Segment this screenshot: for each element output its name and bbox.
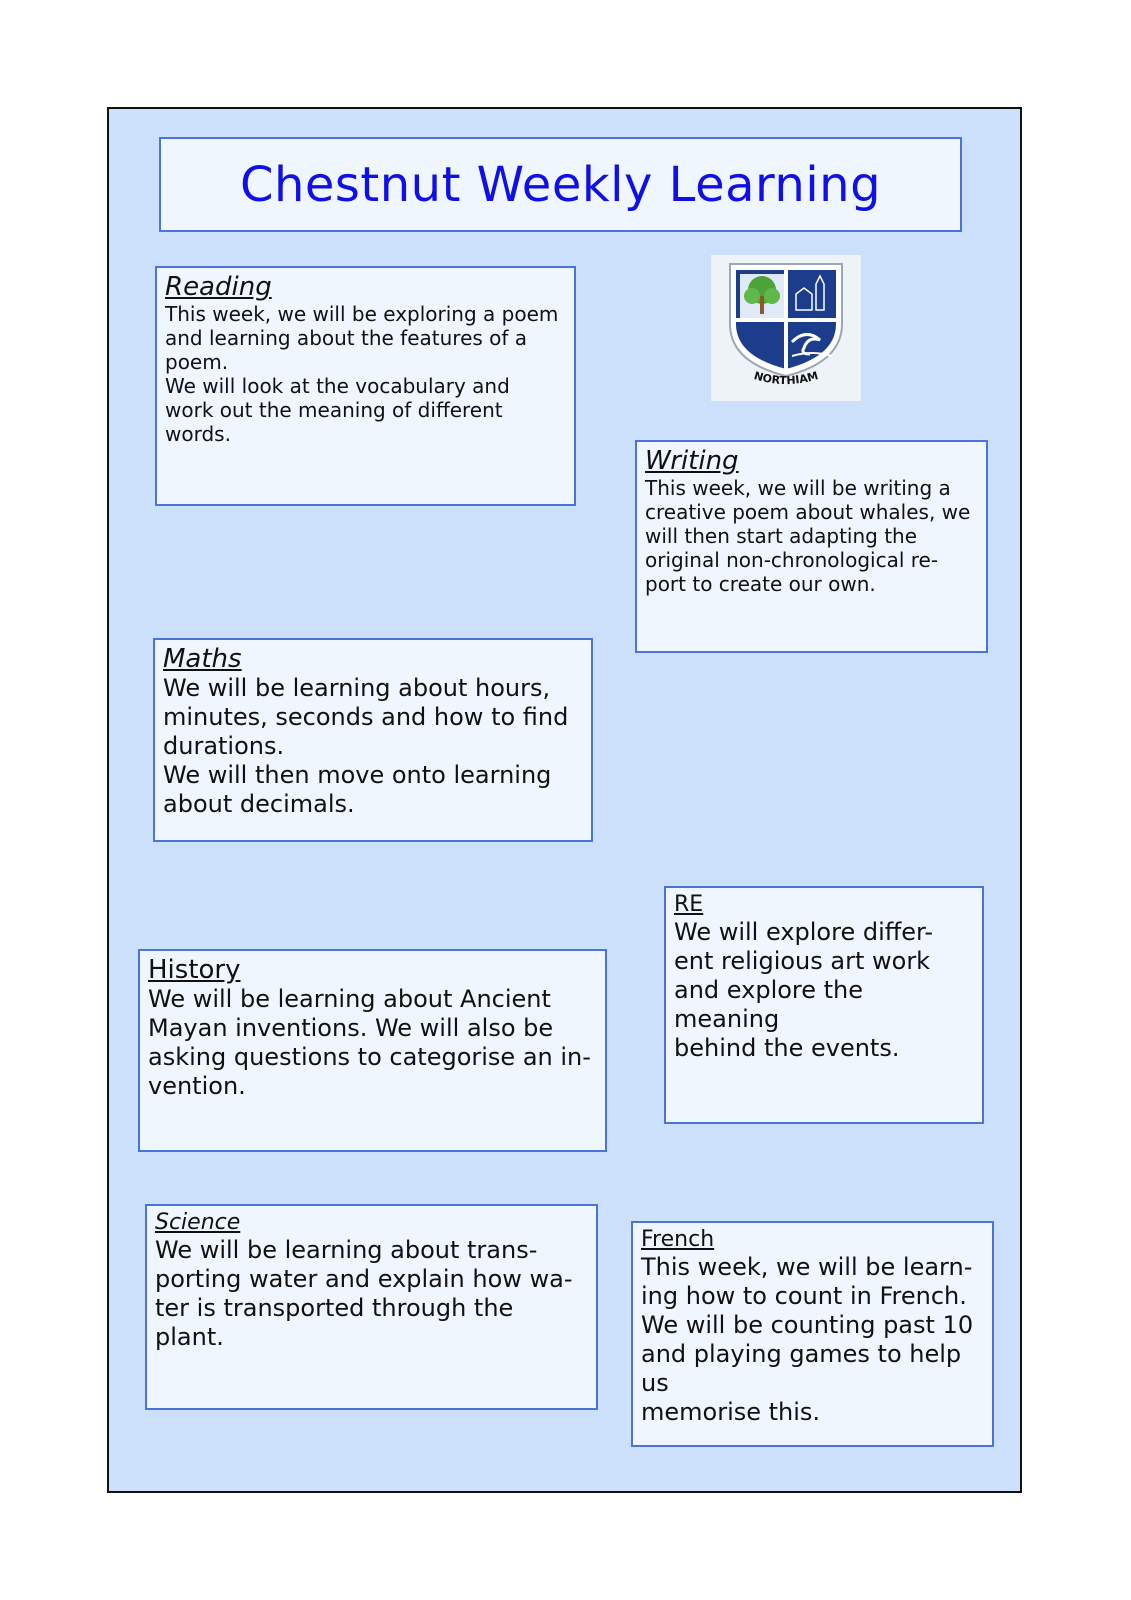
re-body: We will explore differ- ent religious art work and explore the meaning behind the events. xyxy=(674,918,934,1062)
crest-text: NORTHIAM xyxy=(752,369,820,388)
title-box xyxy=(159,137,962,232)
reading-body: This week, we will be exploring a poem and learning about the features of a poem. We will look at the vocabulary and work out the meaning of different words. xyxy=(165,302,559,446)
school-crest xyxy=(711,255,861,401)
history-body: We will be learning about Ancient Mayan inventions. We will also be asking questions to categorise an in- vention. xyxy=(148,985,591,1100)
french-heading: French xyxy=(641,1227,715,1252)
writing-section xyxy=(635,440,988,653)
writing-heading: Writing xyxy=(645,446,739,476)
crest-logo-icon xyxy=(716,258,856,398)
maths-heading: Maths xyxy=(163,644,242,674)
french-section xyxy=(631,1221,994,1447)
re-heading: RE xyxy=(674,892,704,917)
page-sheet xyxy=(107,107,1022,1493)
history-heading: History xyxy=(148,955,241,985)
science-heading: Science xyxy=(155,1210,241,1235)
french-body: This week, we will be learn- ing how to count in French. We will be counting past 10 and playing games to help us memorise this. xyxy=(641,1253,974,1426)
reading-heading: Reading xyxy=(165,272,272,302)
science-body: We will be learning about trans- porting water and explain how wa- ter is transported through the plant. xyxy=(155,1236,573,1351)
reading-section xyxy=(155,266,576,506)
science-section xyxy=(145,1204,598,1410)
re-section xyxy=(664,886,984,1124)
maths-body: We will be learning about hours, minutes, seconds and how to find durations. We will then move onto learning about decimals. xyxy=(163,674,569,818)
history-section xyxy=(138,949,607,1152)
page-title: Chestnut Weekly Learning xyxy=(239,156,882,213)
writing-body: This week, we will be writing a creative poem about whales, we will then start adapting the original non-chronological re- port to create our own. xyxy=(645,476,971,596)
maths-section xyxy=(153,638,593,842)
